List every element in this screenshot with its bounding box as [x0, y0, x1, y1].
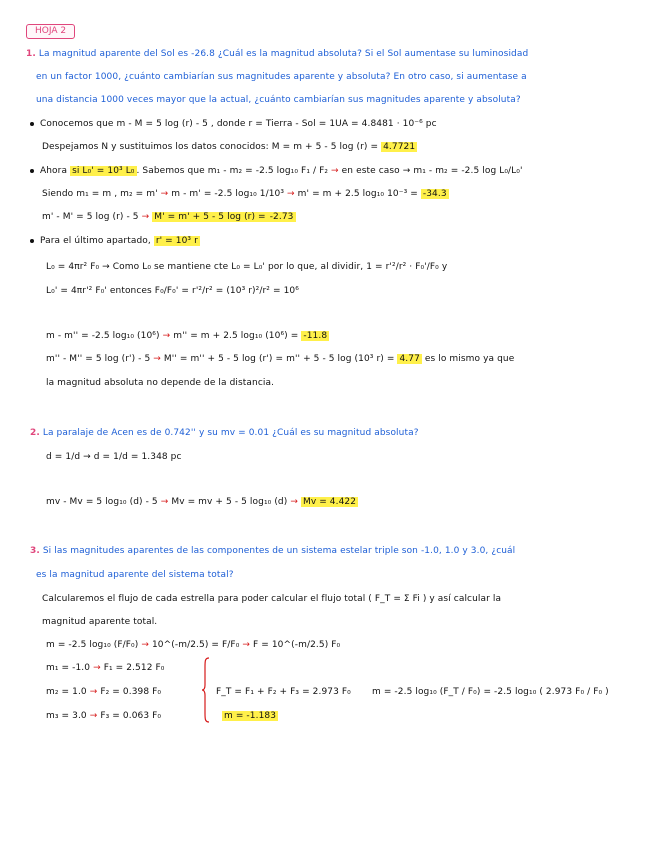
q1-lum-formula: L₀ = 4πr² F₀ [46, 262, 100, 272]
arrow-right-icon: → [162, 331, 171, 341]
q3-flux-def: F = 10^(-m/2.5) F₀ [253, 640, 341, 650]
q2-absolute [46, 497, 358, 508]
arrow-right-icon: → [141, 212, 150, 222]
arrow-right-icon: → [89, 711, 98, 721]
q3-f2: F₂ = 0.398 F₀ [100, 687, 162, 697]
q1-absolute-far-formula: M'' = m'' + 5 - 5 log (r') = m'' + 5 - 5 log (10³ r) = [163, 354, 395, 364]
q3-flux-formula [46, 640, 340, 651]
q1-flux-relation: . Sabemos que m₁ - m₂ = -2.5 log₁₀ F₁ / F₂ [136, 166, 329, 176]
q1-ahora: Ahora [40, 166, 68, 176]
arrow-right-icon: → [287, 189, 295, 199]
q1-apparent-new [42, 189, 449, 200]
q1-luminosity-eq-2 [46, 286, 299, 297]
q3-title-line-1 [30, 546, 515, 557]
q1-absolute-formula: M' = m' + 5 - 5 log (r) = [154, 212, 266, 222]
q2-parallax-formula: d = 1/d [46, 452, 81, 462]
q1-apparent-far-formula: m'' = m + 2.5 log₁₀ (10⁶) = [173, 331, 299, 341]
q1-absolute-result: 4.7721 [383, 142, 416, 152]
q1-difference: m - m' = -2.5 log₁₀ 1/10³ [171, 189, 285, 199]
q1-absolute-far [46, 354, 514, 365]
q3-title-text-1: Si las magnitudes aparentes de las componentes de un sistema estelar triple son -1.0, 1.0 y 3.0, ¿cuál [42, 546, 516, 556]
q3-result [222, 711, 278, 722]
q1-title-line-1 [26, 49, 528, 60]
q2-distance-result: d = 1/d = 1.348 pc [93, 452, 182, 462]
q3-title-line-2: es la magnitud aparente del sistema total? [36, 570, 234, 580]
q2-title-text: La paralaje de Acen es de 0.742'' y su mv = 0.01 ¿Cuál es su magnitud absoluta? [42, 428, 419, 438]
q3-power-form: 10^(-m/2.5) = F/F₀ [151, 640, 240, 650]
arrow-right-icon: → [160, 189, 169, 199]
q1-apparent-far [46, 331, 329, 342]
arrow-right-icon: → [102, 262, 110, 272]
q3-total-magnitude: m = -2.5 log₁₀ (F_T / F₀) = -2.5 log₁₀ ( 2.973 F₀ / F₀ ) [372, 687, 609, 697]
q1-apparent-formula: m' = m + 2.5 log₁₀ 10⁻³ = [297, 189, 418, 199]
q1-conclusion-start: es lo mismo ya que [424, 354, 515, 364]
q1-last-part-text: Para el último apartado, [40, 236, 151, 246]
bullet-icon [30, 122, 34, 126]
bullet-icon [30, 239, 34, 243]
q3-star-2 [46, 687, 161, 698]
q1-diff-far: m - m'' = -2.5 log₁₀ (10⁶) [46, 331, 160, 341]
q3-method-2: magnitud aparente total. [42, 617, 158, 627]
q3-f3: F₃ = 0.063 F₀ [100, 711, 162, 721]
bullet-icon [30, 169, 34, 173]
q1-lum-constant: Como L₀ se mantiene cte L₀ = L₀' por lo que, al dividir, 1 = r'²/r² · F₀'/F₀ y [112, 262, 448, 272]
q1-known-relation-text: Conocemos que m - M = 5 log (r) - 5 , donde r = Tierra - Sol = 1UA = 4.8481 · 10⁻⁶ pc [40, 119, 437, 129]
q1-luminosity-line [30, 166, 523, 177]
q1-modulus-far: m'' - M'' = 5 log (r') - 5 [46, 354, 151, 364]
arrow-right-icon: → [160, 497, 169, 507]
q3-f1: F₁ = 2.512 F₀ [103, 663, 165, 673]
arrow-right-icon: → [83, 452, 91, 462]
q1-substitution: Siendo m₁ = m , m₂ = m' [42, 189, 158, 199]
q1-title-line-2: en un factor 1000, ¿cuánto cambiarían sus magnitudes aparente y absoluta? En otro caso, si aumentase a [36, 72, 527, 82]
q3-result-value: m = -1.183 [224, 711, 277, 721]
arrow-right-icon: → [153, 354, 161, 364]
q1-flux-ratio: entonces F₀/F₀' = r'²/r² = (10³ r)²/r² = 10⁶ [109, 286, 299, 296]
q3-m1: m₁ = -1.0 [46, 663, 91, 673]
arrow-right-icon: → [290, 497, 298, 507]
q1-luminosity-eq-1 [46, 262, 447, 273]
q1-absolute-new [42, 212, 296, 223]
q1-title-text-1: La magnitud aparente del Sol es -26.8 ¿Cuál es la magnitud absoluta? Si el Sol aumentase su luminosidad [38, 49, 529, 59]
q3-star-3 [46, 711, 161, 722]
q1-lum-formula-prime: L₀' = 4πr'² F₀' [46, 286, 107, 296]
q3-total-flux: F_T = F₁ + F₂ + F₃ = 2.973 F₀ [216, 687, 351, 697]
arrow-right-icon: → [331, 166, 339, 176]
q3-m2: m₂ = 1.0 [46, 687, 87, 697]
q1-absolute-new-result: -2.73 [269, 212, 294, 222]
q2-title [30, 428, 419, 439]
q3-magnitude-def: m = -2.5 log₁₀ (F/F₀) [46, 640, 139, 650]
q1-last-part [30, 236, 200, 247]
q1-absolute-magnitude [42, 142, 417, 153]
q2-distance [46, 452, 182, 463]
arrow-right-icon: → [89, 687, 98, 697]
page-header-label: HOJA 2 [26, 24, 75, 39]
q2-number: 2. [30, 428, 40, 438]
q1-luminosity-condition: si L₀' = 10³ L₀ [72, 166, 135, 176]
q3-star-1 [46, 663, 164, 674]
q1-case-relation: en este caso → m₁ - m₂ = -2.5 log L₀/L₀' [341, 166, 523, 176]
q2-modulus: mv - Mv = 5 log₁₀ (d) - 5 [46, 497, 158, 507]
q1-modulus: m' - M' = 5 log (r) - 5 [42, 212, 139, 222]
q1-apparent-far-result: -11.8 [303, 331, 328, 341]
q3-method-1: Calcularemos el flujo de cada estrella para poder calcular el flujo total ( F_T = Σ Fi ) y así calcular la [42, 594, 502, 604]
q1-known-relation [30, 119, 437, 130]
arrow-right-icon: → [141, 640, 149, 650]
q3-m3: m₃ = 3.0 [46, 711, 87, 721]
arrow-right-icon: → [242, 640, 251, 650]
q2-absolute-result: Mv = 4.422 [302, 497, 357, 507]
q1-conclusion: la magnitud absoluta no depende de la distancia. [46, 378, 275, 388]
q1-absolute-far-result: 4.77 [399, 354, 420, 364]
q1-apparent-result: -34.3 [422, 189, 447, 199]
q1-absolute-text: Despejamos N y sustituimos los datos conocidos: M = m + 5 - 5 log (r) = [42, 142, 379, 152]
arrow-right-icon: → [93, 663, 101, 673]
q1-title-line-3: una distancia 1000 veces mayor que la actual, ¿cuánto cambiarían sus magnitudes aparente y absoluta? [36, 95, 521, 105]
q1-distance-condition: r' = 10³ r [155, 236, 198, 246]
q2-absolute-formula: Mv = mv + 5 - 5 log₁₀ (d) [171, 497, 288, 507]
q1-number: 1. [26, 49, 36, 59]
curly-brace-icon [202, 657, 210, 723]
q3-number: 3. [30, 546, 40, 556]
